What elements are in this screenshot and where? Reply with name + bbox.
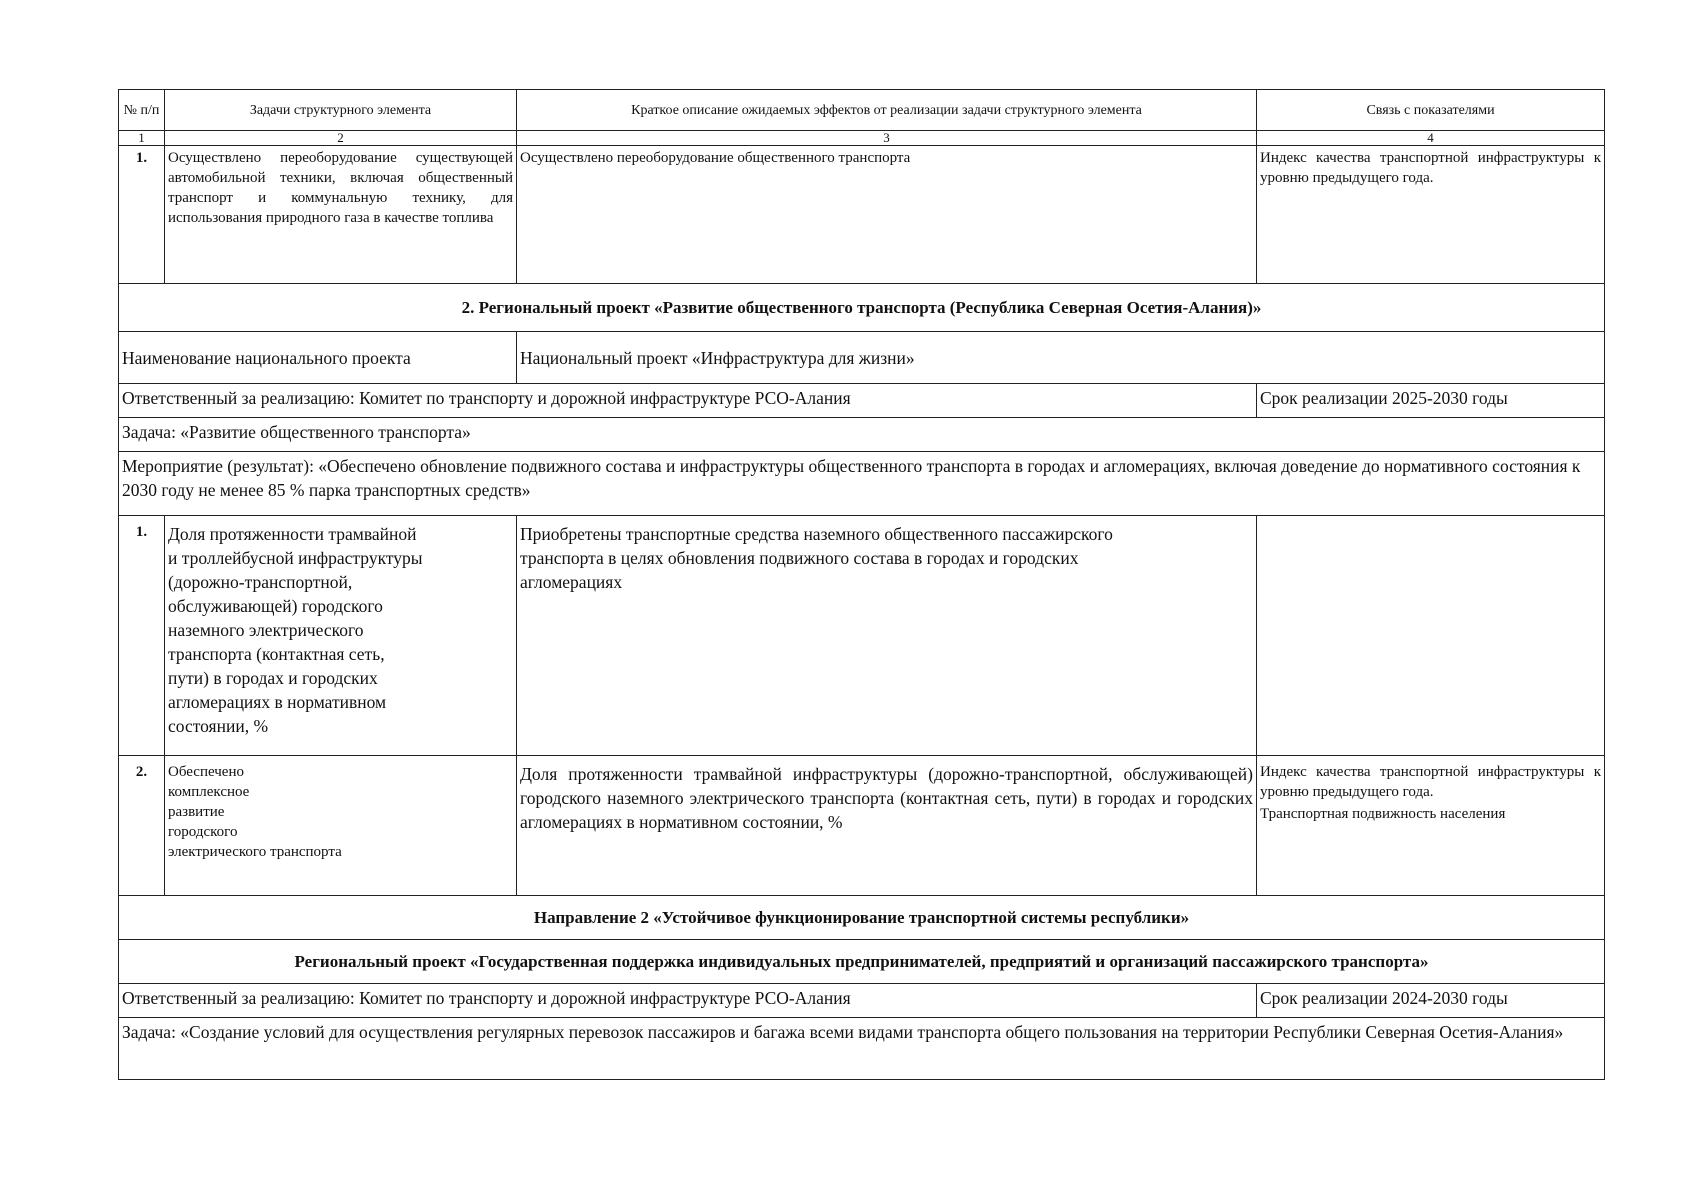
program-table (118, 89, 1605, 1080)
row-number: 1. (119, 146, 165, 284)
indicator-text: Индекс качества транспортной инфраструктуры к уровню предыдущего года. (1260, 764, 1601, 800)
table-row (119, 1018, 1605, 1080)
task-cell: Обеспечено комплексное развитие городского электрического транспорта (165, 756, 517, 896)
header-col-tasks: Задачи структурного элемента (165, 90, 517, 131)
indicator-cell: Индекс качества транспортной инфраструктуры к уровню предыдущего года. (1257, 146, 1605, 284)
section-row (119, 896, 1605, 940)
indicator-cell (1257, 756, 1605, 896)
task-text: Задача: «Создание условий для осуществления регулярных перевозок пассажиров и багажа всеми видами транспорта общего пользования на территории Республики Северная Осетия-Алания» (119, 1018, 1605, 1080)
column-number: 3 (517, 131, 1257, 146)
responsible-text: Ответственный за реализацию: Комитет по транспорту и дорожной инфраструктуре РСО-Алания (119, 384, 1257, 418)
national-project-label: Наименование национального проекта (119, 332, 517, 384)
row-number: 1. (119, 516, 165, 756)
column-number-row (119, 131, 1605, 146)
table-row (119, 756, 1605, 896)
row-number: 2. (119, 756, 165, 896)
header-col-indicators: Связь с показателями (1257, 90, 1605, 131)
task-cell: Осуществлено переоборудование существующей автомобильной техники, включая общественный транспорт и коммунальную технику, для использования природного газа в качестве топлива (165, 146, 517, 284)
period-text: Срок реализации 2024-2030 годы (1257, 984, 1605, 1018)
period-text: Срок реализации 2025-2030 годы (1257, 384, 1605, 418)
table-row (119, 984, 1605, 1018)
table-row (119, 418, 1605, 452)
effect-cell: Доля протяженности трамвайной инфраструктуры (дорожно-транспортной, обслуживающей) городского наземного электрического транспорта (контактная сеть, пути) в городах и городских агломерациях в нормативном состоянии, % (517, 756, 1257, 896)
column-number: 1 (119, 131, 165, 146)
indicator-cell (1257, 516, 1605, 756)
effect-cell: Приобретены транспортные средства наземного общественного пассажирского транспорта в целях обновления подвижного состава в городах и городских агломерациях (517, 516, 1257, 756)
effect-cell: Осуществлено переоборудование общественного транспорта (517, 146, 1257, 284)
section-row (119, 940, 1605, 984)
table-row (119, 146, 1605, 284)
event-text: Мероприятие (результат): «Обеспечено обновление подвижного состава и инфраструктуры общественного транспорта в городах и агломерациях, включая доведение до нормативного состояния к 2030 году не менее 85 % парка транспортных средств» (119, 452, 1605, 516)
header-col-effects: Краткое описание ожидаемых эффектов от реализации задачи структурного элемента (517, 90, 1257, 131)
column-number: 2 (165, 131, 517, 146)
national-project-value: Национальный проект «Инфраструктура для жизни» (517, 332, 1605, 384)
responsible-text: Ответственный за реализацию: Комитет по транспорту и дорожной инфраструктуре РСО-Алания (119, 984, 1257, 1018)
table-row (119, 516, 1605, 756)
table-row (119, 452, 1605, 516)
indicator-text-2: Транспортная подвижность населения (1260, 806, 1506, 822)
table-row (119, 384, 1605, 418)
project-title: Региональный проект «Государственная поддержка индивидуальных предпринимателей, предприятий и организаций пассажирского транспорта» (119, 940, 1605, 984)
task-text: Задача: «Развитие общественного транспорта» (119, 418, 1605, 452)
table-row (119, 332, 1605, 384)
header-col-number: № п/п (119, 90, 165, 131)
project-title: 2. Региональный проект «Развитие общественного транспорта (Республика Северная Осетия-Алания)» (119, 284, 1605, 332)
document-page (118, 89, 1604, 1080)
task-cell: Доля протяженности трамвайной и троллейбусной инфраструктуры (дорожно-транспортной, обслуживающей) городского наземного электрического транспорта (контактная сеть, пути) в городах и городских агломерациях в нормативном состоянии, % (165, 516, 517, 756)
column-number: 4 (1257, 131, 1605, 146)
direction-title: Направление 2 «Устойчивое функционирование транспортной системы республики» (119, 896, 1605, 940)
table-header-row (119, 90, 1605, 131)
section-row (119, 284, 1605, 332)
